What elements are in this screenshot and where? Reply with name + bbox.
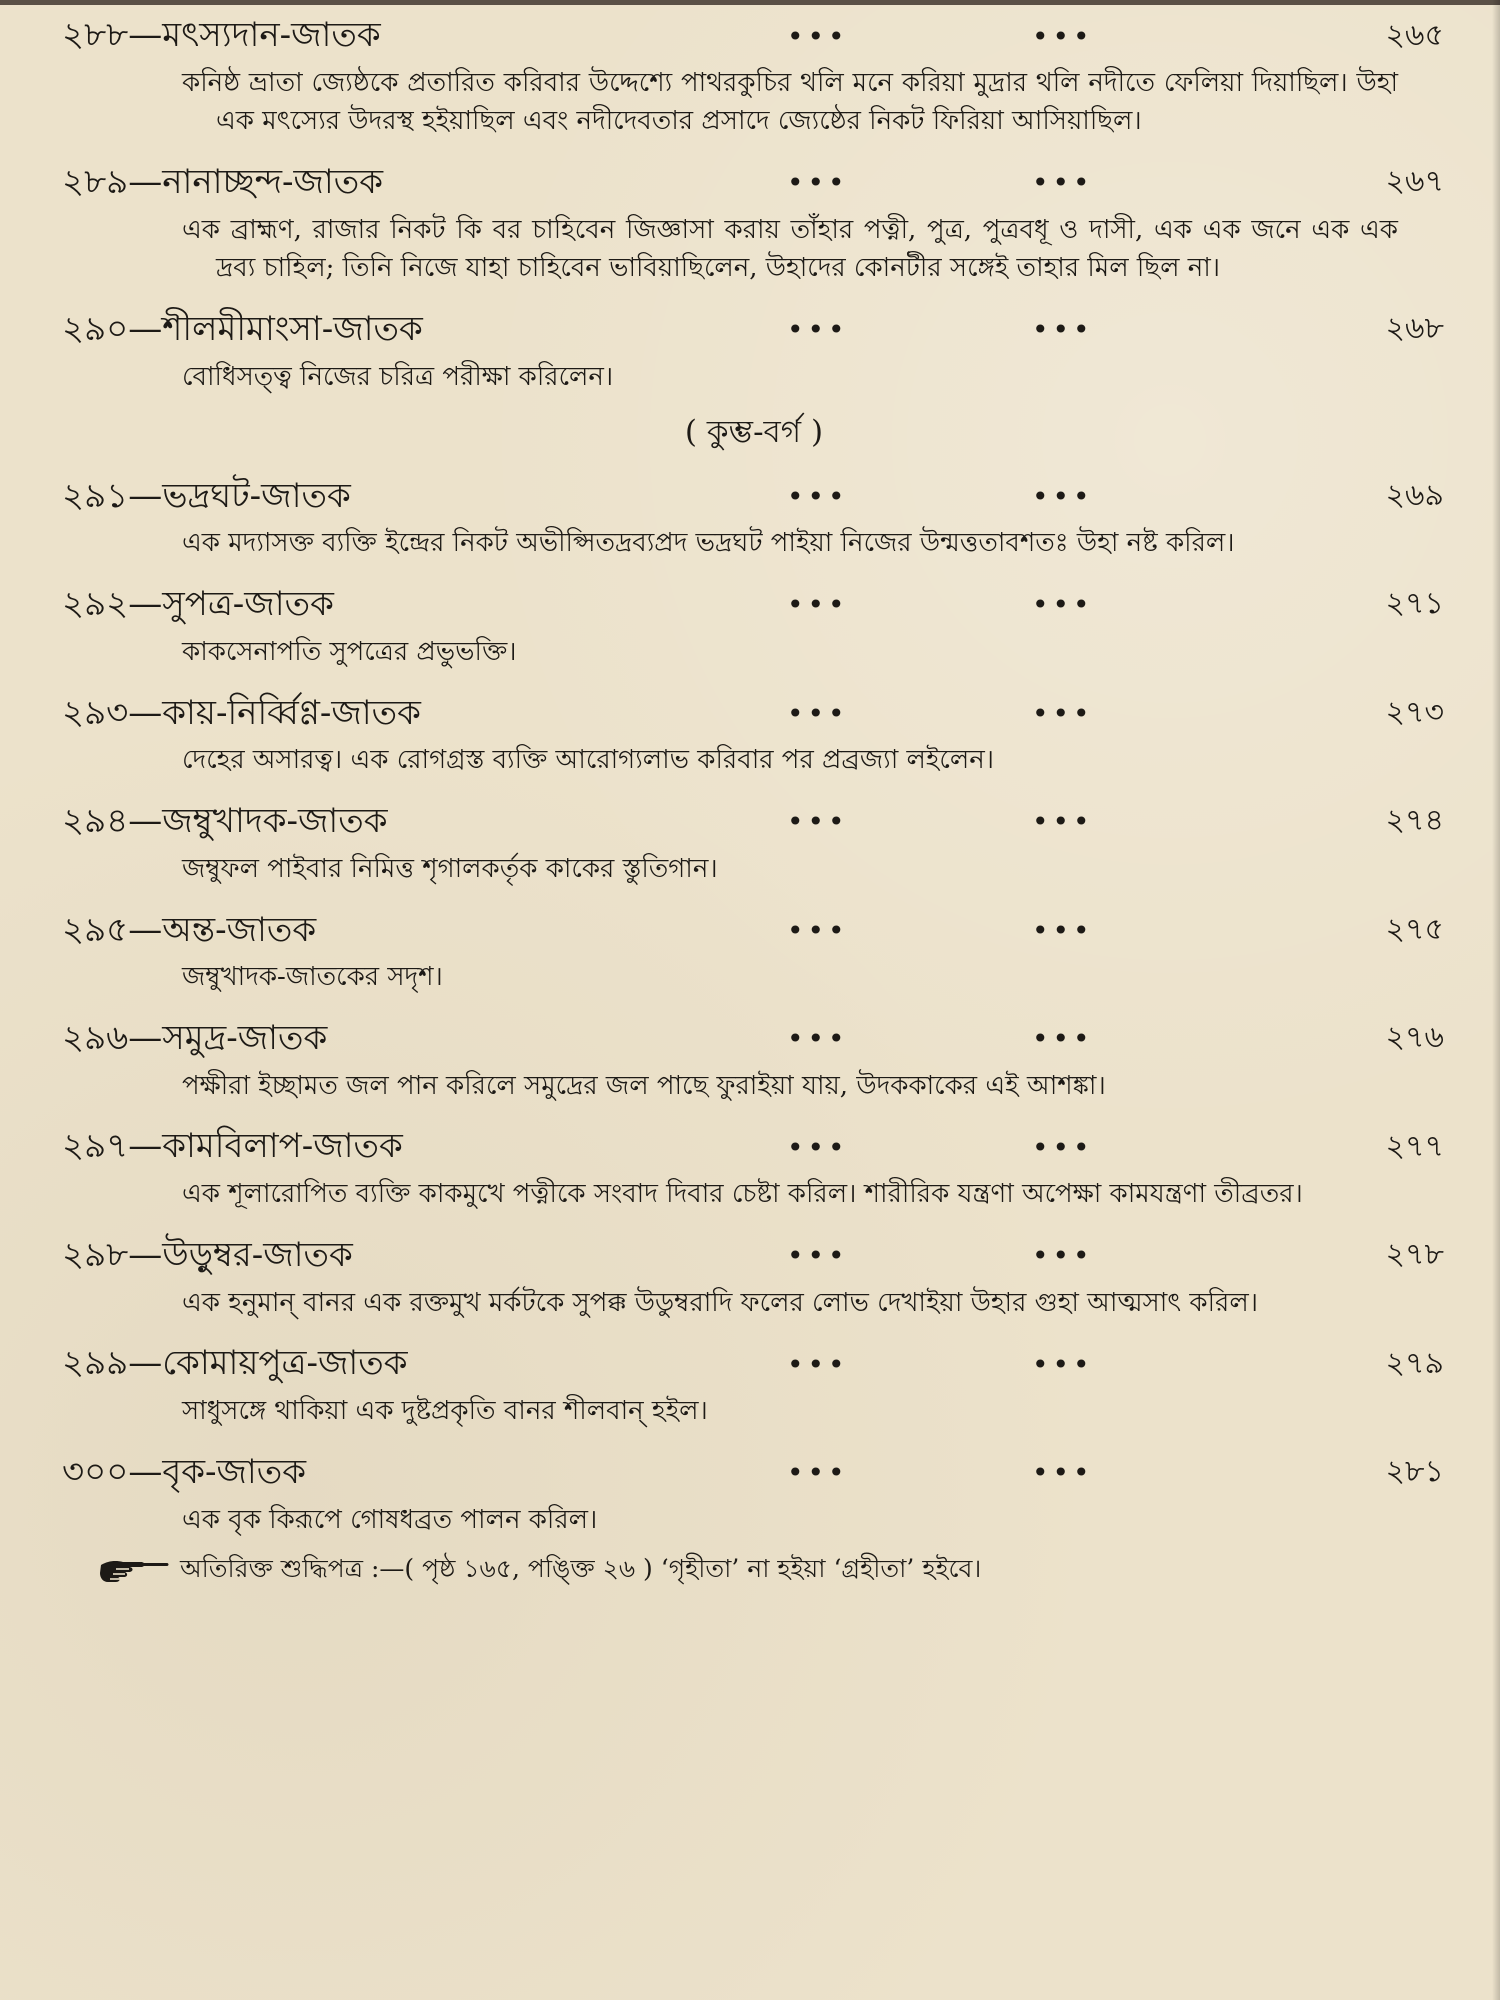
entry-summary: পক্ষীরা ইচ্ছামত জল পান করিলে সমুদ্রের জল পাছে ফুরাইয়া যায়, উদককাকের এই আশঙ্কা। (182, 1070, 1106, 1101)
leader-dots: ••• (787, 1022, 849, 1056)
leader-dots: ••• (1032, 1022, 1094, 1056)
entry-header (62, 902, 1446, 958)
entry-297 (62, 1119, 1446, 1213)
entry-295 (62, 902, 1446, 996)
page-number: ২৭৩ (1385, 694, 1444, 730)
page-number: ২৭৫ (1385, 911, 1444, 947)
entry-summary: দেহের অসারত্ব। এক রোগগ্রস্ত ব্যক্তি আরোগ্যলাভ করিবার পর প্রব্রজ্যা লইলেন। (182, 745, 995, 776)
entry-summary: জম্বুফল পাইবার নিমিত্ত শৃগালকর্তৃক কাকের স্তুতিগান। (182, 853, 718, 884)
entry-header (62, 1228, 1446, 1284)
page-number: ২৭৮ (1385, 1237, 1444, 1273)
entry-header (62, 155, 1446, 211)
page-number: ২৮১ (1385, 1454, 1444, 1490)
entry-title: ২৯৫—অন্ত-জাতক (62, 909, 317, 950)
footer-note (98, 1553, 1446, 1586)
errata-note: অতিরিক্ত শুদ্ধিপত্র :—( পৃষ্ঠ ১৬৫, পঙ্ক্তি ২৬ ) ‘গৃহীতা’ না হইয়া ‘গ্রহীতা’ হইবে। (180, 1554, 982, 1584)
entry-summary: কাকসেনাপতি সুপত্রের প্রভুভক্তি। (182, 636, 517, 667)
page-number: ২৬৭ (1385, 164, 1444, 200)
leader-dots: ••• (1032, 913, 1094, 947)
entry-header (62, 8, 1446, 64)
page-number: ২৬৮ (1385, 311, 1444, 347)
entry-title: ২৯৩—কায়-নির্ব্বিণ্ণ-জাতক (62, 692, 421, 733)
page-number: ২৬৯ (1385, 477, 1444, 513)
page-number: ২৭৯ (1385, 1345, 1444, 1381)
page-number: ২৭৭ (1385, 1128, 1444, 1164)
leader-dots: ••• (1032, 1130, 1094, 1164)
leader-dots: ••• (1032, 696, 1094, 730)
entry-296 (62, 1011, 1446, 1105)
entry-289 (62, 155, 1446, 288)
leader-dots: ••• (787, 913, 849, 947)
top-rule (0, 0, 1500, 5)
leader-dots: ••• (787, 696, 849, 730)
leader-dots: ••• (1032, 479, 1094, 513)
entry-288 (62, 8, 1446, 141)
entry-291 (62, 468, 1446, 562)
leader-dots: ••• (787, 479, 849, 513)
entry-header (62, 1011, 1446, 1067)
entry-summary: কনিষ্ঠ ভ্রাতা জ্যেষ্ঠকে প্রতারিত করিবার উদ্দেশ্যে পাথরকুচির থলি মনে করিয়া মুদ্রার থলি নদীতে ফেলিয়া দিয়াছিল। উহা এক মৎস্যের উদরস্থ হইয়াছিল এবং নদীদেবতার প্রসাদে জ্যেষ্ঠের নিকট ফিরিয়া আসিয়াছিল। (182, 68, 1398, 137)
entry-title: ২৯৬—সমুদ্র-জাতক (62, 1017, 328, 1058)
entry-summary: সাধুসঙ্গে থাকিয়া এক দুষ্টপ্রকৃতি বানর শীলবান্ হইল। (182, 1396, 708, 1427)
entry-title: ২৮৮—মৎস্যদান-জাতক (62, 15, 381, 56)
page-number: ২৭৪ (1385, 803, 1444, 839)
entry-title: ২৯০—শীলমীমাংসা-জাতক (62, 309, 423, 350)
leader-dots: ••• (1032, 805, 1094, 839)
leader-dots: ••• (787, 19, 849, 53)
leader-dots: ••• (787, 1347, 849, 1381)
entry-293 (62, 685, 1446, 779)
entry-header (62, 1445, 1446, 1501)
leader-dots: ••• (1032, 166, 1094, 200)
leader-dots: ••• (787, 313, 849, 347)
leader-dots: ••• (787, 1239, 849, 1273)
pointing-hand-icon (98, 1553, 170, 1585)
entry-title: ২৯২—সুপত্র-জাতক (62, 584, 334, 625)
leader-dots: ••• (1032, 588, 1094, 622)
page-number: ২৭১ (1385, 586, 1444, 622)
leader-dots: ••• (1032, 1239, 1094, 1273)
entry-summary: বোধিসত্ত্ব নিজের চরিত্র পরীক্ষা করিলেন। (182, 361, 614, 392)
entry-294 (62, 794, 1446, 888)
entry-title: ২৯৪—জম্বুখাদক-জাতক (62, 801, 388, 842)
entry-300 (62, 1445, 1446, 1539)
entry-title: ২৯৭—কামবিলাপ-জাতক (62, 1126, 403, 1167)
page-number: ২৭৬ (1385, 1020, 1444, 1056)
leader-dots: ••• (787, 588, 849, 622)
entry-title: ২৯৯—কোমায়পুত্র-জাতক (62, 1343, 408, 1384)
page-number: ২৬৫ (1385, 17, 1444, 53)
entry-summary: জম্বুখাদক-জাতকের সদৃশ। (182, 962, 443, 993)
entry-summary: এক হনুমান্ বানর এক রক্তমুখ মর্কটকে সুপক্ক উডুম্বরাদি ফলের লোভ দেখাইয়া উহার গুহা আত্মসাৎ করিল। (182, 1287, 1259, 1318)
section-heading: ( কুম্ভ-বর্গ ) (684, 414, 824, 451)
entry-title: ২৯১—ভদ্রঘট-জাতক (62, 475, 351, 516)
entry-summary: এক বৃক কিরূপে গোষধব্রত পালন করিল। (182, 1504, 598, 1535)
entry-header (62, 302, 1446, 358)
entry-292 (62, 577, 1446, 671)
leader-dots: ••• (787, 166, 849, 200)
entry-summary: এক ব্রাহ্মণ, রাজার নিকট কি বর চাহিবেন জিজ্ঞাসা করায় তাঁহার পত্নী, পুত্র, পুত্রবধূ ও দাসী, এক এক জনে এক এক দ্রব্য চাহিল; তিনি নিজে যাহা চাহিবেন ভাবিয়াছিলেন, উহাদের কোনটীর সঙ্গেই তাহার মিল ছিল না। (182, 214, 1398, 284)
leader-dots: ••• (1032, 1347, 1094, 1381)
leader-dots: ••• (787, 1130, 849, 1164)
entry-header (62, 1119, 1446, 1175)
leader-dots: ••• (1032, 1456, 1094, 1490)
entry-header (62, 577, 1446, 633)
entry-header (62, 794, 1446, 850)
leader-dots: ••• (787, 1456, 849, 1490)
entry-290 (62, 302, 1446, 396)
leader-dots: ••• (1032, 313, 1094, 347)
leader-dots: ••• (787, 805, 849, 839)
leader-dots: ••• (1032, 19, 1094, 53)
entry-header (62, 685, 1446, 741)
entry-summary: এক শূলারোপিত ব্যক্তি কাকমুখে পত্নীকে সংবাদ দিবার চেষ্টা করিল। শারীরিক যন্ত্রণা অপেক্ষা কামযন্ত্রণা তীব্রতর। (182, 1179, 1303, 1210)
entry-summary: এক মদ্যাসক্ত ব্যক্তি ইন্দ্রের নিকট অভীপ্সিতদ্রব্যপ্রদ ভদ্রঘট পাইয়া নিজের উন্মত্ততাবশতঃ উহা নষ্ট করিল। (182, 528, 1235, 559)
entry-title: ৩০০—বৃক-জাতক (62, 1451, 307, 1492)
entry-title: ২৯৮—উড়ুম্বর-জাতক (62, 1234, 353, 1275)
entry-title: ২৮৯—নানাচ্ছন্দ-জাতক (62, 162, 384, 203)
entry-header (62, 1336, 1446, 1392)
entry-298 (62, 1228, 1446, 1322)
entry-299 (62, 1336, 1446, 1430)
entry-header (62, 468, 1446, 524)
page-edge-shadow (1492, 0, 1500, 2000)
